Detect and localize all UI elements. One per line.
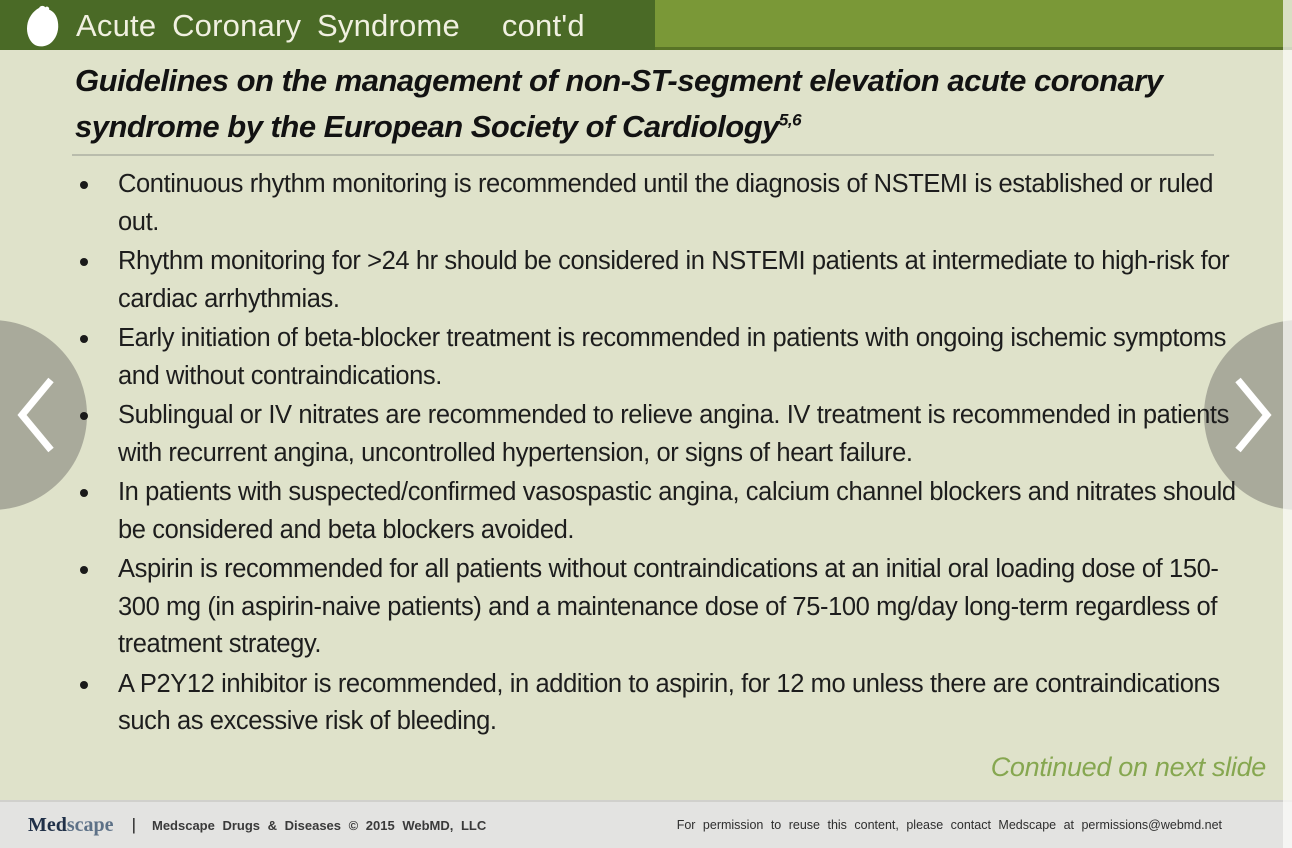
bullet-text: In patients with suspected/confirmed vasospastic angina, calcium channel blockers and nitrates should be considered and beta blockers avoided. bbox=[118, 478, 1236, 544]
bullet-item bbox=[78, 166, 1240, 241]
slide-content-area bbox=[0, 50, 1292, 800]
slide-title-superscript: 5,6 bbox=[778, 110, 802, 130]
bullet-dot-icon bbox=[80, 335, 88, 343]
slide-title bbox=[75, 58, 1271, 150]
bullet-item bbox=[78, 551, 1240, 664]
bullet-item bbox=[78, 666, 1240, 741]
bullet-dot-icon bbox=[80, 566, 88, 574]
bullet-item bbox=[78, 243, 1240, 318]
footer-attribution: Medscape Drugs & Diseases © 2015 WebMD, LLC bbox=[151, 817, 487, 833]
footer-separator: | bbox=[131, 815, 136, 834]
slide-title-text: Guidelines on the management of non-ST-segment elevation acute coronary syndrome by the European Society of Cardiology bbox=[75, 63, 1163, 144]
window-edge-strip bbox=[1283, 0, 1292, 848]
page-title bbox=[76, 8, 585, 44]
heart-icon bbox=[22, 5, 62, 49]
bullet-text: Continuous rhythm monitoring is recommended until the diagnosis of NSTEMI is established or ruled out. bbox=[118, 170, 1214, 236]
bullet-item bbox=[78, 397, 1240, 472]
bullet-text: Early initiation of beta-blocker treatment is recommended in patients with ongoing ischemic symptoms and without contraindications. bbox=[118, 324, 1227, 390]
footer-bar bbox=[0, 800, 1292, 848]
page-title-continuation: cont'd bbox=[501, 8, 585, 43]
chevron-left-icon bbox=[15, 376, 57, 454]
bullet-item bbox=[78, 474, 1240, 549]
bullet-dot-icon bbox=[80, 258, 88, 266]
bullet-item bbox=[78, 320, 1240, 395]
bullet-dot-icon bbox=[80, 489, 88, 497]
bullet-dot-icon bbox=[80, 681, 88, 689]
bullet-text: Rhythm monitoring for >24 hr should be considered in NSTEMI patients at intermediate to high-risk for cardiac arrhythmias. bbox=[118, 247, 1230, 313]
bullet-text: Sublingual or IV nitrates are recommended to relieve angina. IV treatment is recommended in patients with recurrent angina, uncontrolled hypertension, or signs of heart failure. bbox=[118, 401, 1229, 467]
slide-text-layer bbox=[0, 50, 1292, 800]
bullet-text: Aspirin is recommended for all patients without contraindications at an initial oral loading dose of 150-300 mg (in aspirin-naive patients) and a maintenance dose of 75-100 mg/day long-term regardless of treatment strategy. bbox=[118, 555, 1219, 658]
previous-slide-button[interactable] bbox=[0, 320, 87, 510]
footer-permission-note: For permission to reuse this content, please contact Medscape at permissions@webmd.net bbox=[676, 818, 1222, 832]
next-slide-button[interactable] bbox=[1204, 320, 1292, 510]
title-divider bbox=[72, 154, 1214, 156]
bullet-list bbox=[78, 166, 1240, 743]
bullet-text: A P2Y12 inhibitor is recommended, in addition to aspirin, for 12 mo unless there are contraindications such as excessive risk of bleeding. bbox=[118, 669, 1220, 735]
medscape-logo-med: Med bbox=[28, 813, 67, 836]
medscape-logo-scape: scape bbox=[66, 813, 114, 836]
medscape-logo bbox=[28, 814, 114, 837]
page-title-text: Acute Coronary Syndrome bbox=[76, 8, 460, 43]
continued-note: Continued on next slide bbox=[990, 752, 1266, 782]
header-title-bar bbox=[0, 0, 655, 50]
chevron-right-icon bbox=[1232, 376, 1274, 454]
header-accent-bar bbox=[655, 0, 1292, 50]
header bbox=[0, 0, 1292, 50]
bullet-dot-icon bbox=[80, 181, 88, 189]
